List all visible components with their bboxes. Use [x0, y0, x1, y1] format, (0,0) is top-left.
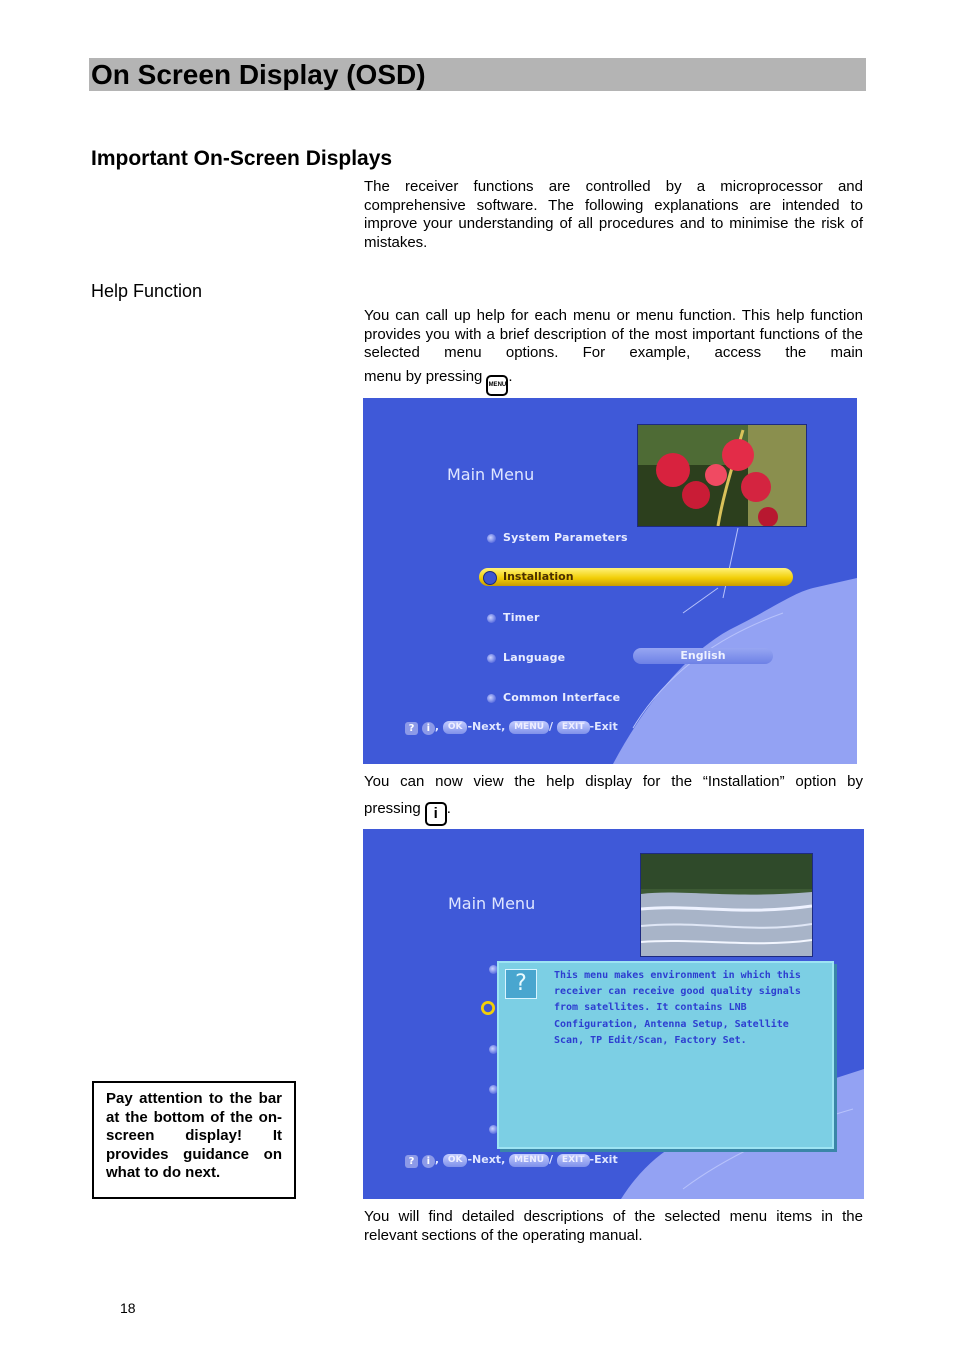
help-paragraph-tail: menu by pressing MENU .	[364, 365, 513, 396]
menu-key: MENU	[509, 721, 549, 734]
exit-key: EXIT	[557, 1154, 590, 1167]
menu-item-language[interactable]: Language	[503, 651, 566, 664]
intro-paragraph: The receiver functions are controlled by a microprocessor and comprehensive software. The following explanations are intended to improve your understanding of all procedures and to minimise the risk of mistakes.	[364, 178, 863, 251]
question-mark-icon: ?	[505, 969, 537, 999]
side-note-box: Pay attention to the bar at the bottom of the on-screen display! It provides guidance on what to do next.	[92, 1081, 296, 1199]
help-key-icon: ?	[405, 722, 418, 735]
info-key-icon: i	[425, 802, 447, 826]
screen2-bottom-bar: ? i , OK -Next, MENU / EXIT -Exit	[405, 1153, 618, 1168]
info-key-icon: i	[422, 722, 435, 735]
exit-label: -Exit	[589, 720, 618, 733]
info-key-icon: i	[422, 1155, 435, 1168]
slash-label: /	[549, 1153, 554, 1166]
ok-key: OK	[443, 1154, 468, 1167]
language-value-field[interactable]: English	[633, 648, 773, 664]
selection-ring-icon	[481, 1001, 495, 1015]
info-paragraph: You can now view the help display for the “Installation” option by	[364, 773, 863, 790]
menu-item-timer[interactable]: Timer	[503, 611, 540, 624]
menu-item-system-parameters[interactable]: System Parameters	[503, 531, 628, 544]
bullet-icon	[487, 614, 496, 623]
menu-item-installation-selected[interactable]	[479, 568, 793, 586]
screen1-title: Main Menu	[447, 465, 535, 484]
river-thumbnail-graphic	[641, 854, 812, 956]
screen1-bottom-bar: ? i , OK -Next, MENU / EXIT -Exit	[405, 720, 618, 735]
bullet-icon	[487, 534, 496, 543]
info-paragraph-tail: pressing i .	[364, 797, 451, 826]
flower-thumbnail-graphic	[638, 425, 806, 526]
page-title: On Screen Display (OSD)	[89, 58, 866, 91]
next-label: -Next,	[467, 720, 506, 733]
exit-label: -Exit	[589, 1153, 618, 1166]
help-paragraph: You can call up help for each menu or menu function. This help function provides you with a brief description of the most important functions of the selected menu options. For example, access the main	[364, 307, 863, 361]
bullet-icon	[487, 694, 496, 703]
help-popup	[497, 961, 834, 1149]
page-number: 18	[120, 1300, 136, 1316]
osd-screenshot-main-menu	[363, 398, 857, 764]
slash-label: /	[549, 720, 554, 733]
help-popup-text: This menu makes environment in which this receiver can receive good quality signals from satellites. It contains LNB Configuration, Antenna Setup, Satellite Scan, TP Edit/Scan, Factory Set.	[554, 970, 801, 1046]
closing-paragraph: You will find detailed descriptions of the selected menu items in the relevant sections of the operating manual.	[364, 1208, 863, 1244]
help-function-heading: Help Function	[91, 281, 203, 301]
help-key-icon: ?	[405, 1155, 418, 1168]
help-paragraph-tail-text: menu by pressing	[364, 368, 483, 385]
menu-key-icon: MENU	[486, 375, 508, 396]
section-heading: Important On-Screen Displays	[91, 147, 393, 170]
osd-screenshot-help-display	[363, 829, 864, 1199]
menu-key: MENU	[509, 1154, 549, 1167]
exit-key: EXIT	[557, 721, 590, 734]
ok-key: OK	[443, 721, 468, 734]
menu-item-common-interface[interactable]: Common Interface	[503, 691, 621, 704]
screen2-title: Main Menu	[448, 894, 536, 913]
river-image	[640, 853, 813, 957]
menu-item-installation-label: Installation	[503, 570, 574, 583]
next-label: -Next,	[467, 1153, 506, 1166]
info-paragraph-tail-text: pressing	[364, 800, 421, 817]
flower-image	[637, 424, 807, 527]
bullet-icon	[487, 654, 496, 663]
selection-ring-icon	[483, 571, 497, 585]
